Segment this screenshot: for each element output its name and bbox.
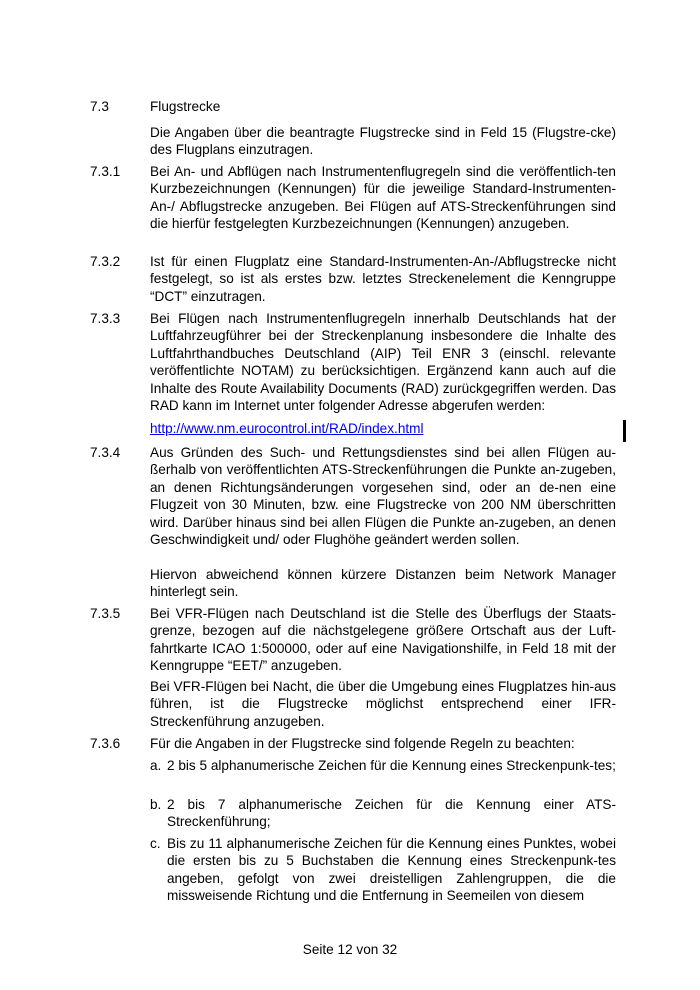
list-letter: a. (150, 758, 162, 773)
list-item-text: 2 bis 5 alphanumerische Zeichen für die Kennung eines Streckenpunk-tes; (167, 758, 616, 773)
change-bar (623, 420, 626, 442)
page-footer: Seite 12 von 32 (302, 942, 398, 957)
paragraph-7-3-1: Bei An- und Abflügen nach Instrumentenflugregeln sind die veröffentlich-ten Kurzbezeichnungen (Kennungen) für die jeweilige Standard-Instrumenten-An-/ Abflugstrecke anzugeben. Bei Flügen auf ATS-Streckenführungen sind die hierfür festgelegten Kurzbezeichnungen (Kennungen) anzugeben. (150, 164, 616, 232)
section-number-7-3: 7.3 (90, 99, 109, 114)
section-number-7-3-2: 7.3.2 (90, 254, 121, 269)
paragraph-7-3: Die Angaben über die beantragte Flugstrecke sind in Feld 15 (Flugstre-cke) des Flugplans einzutragen. (150, 125, 616, 158)
rad-link-paragraph (150, 420, 616, 437)
rad-link[interactable]: http://www.nm.eurocontrol.int/RAD/index.html (150, 421, 424, 436)
list-letter: b. (150, 797, 162, 812)
paragraph-7-3-4-b: Hiervon abweichend können kürzere Distanzen beim Network Manager hinterlegt sein. (150, 567, 616, 600)
paragraph-7-3-2: Ist für einen Flugplatz eine Standard-Instrumenten-An-/Abflugstrecke nicht festgelegt, so ist als erstes bzw. letztes Streckenelement die Kenngruppe “DCT” einzutragen. (150, 254, 616, 304)
paragraph-7-3-6: Für die Angaben in der Flugstrecke sind folgende Regeln zu beachten: (150, 736, 575, 751)
paragraph-7-3-5: Bei VFR-Flügen nach Deutschland ist die Stelle des Überflugs der Staats-grenze, bezogen auf die nächstgelegene größere Ortschaft aus der Luft-fahrtkarte ICAO 1:500000, oder auf eine Navigationshilfe, in Feld 18 mit der Kenngruppe “EET/” anzugeben. (150, 606, 616, 674)
section-title: Flugstrecke (150, 99, 221, 114)
paragraph-7-3-3: Bei Flügen nach Instrumentenflugregeln innerhalb Deutschlands hat der Luftfahrzeugführer bei der Streckenplanung insbesondere die Inhalte des Luftfahrthandbuches Deutschland (AIP) Teil ENR 3 (einschl. relevante veröffentlichte NOTAM) zu berücksichtigen. Ergänzend kann auch auf die Inhalte des Route Availability Documents (RAD) zurückgegriffen werden. Das RAD kann im Internet unter folgender Adresse abgerufen werden: (150, 311, 616, 414)
section-number-7-3-4: 7.3.4 (90, 445, 121, 460)
section-number-7-3-5: 7.3.5 (90, 606, 121, 621)
list-letter: c. (150, 836, 161, 851)
paragraph-7-3-4: Aus Gründen des Such- und Rettungsdienstes sind bei allen Flügen au-ßerhalb von veröffentlichten ATS-Streckenführungen die Punkte an-zugeben, an denen Richtungsänderungen vorgesehen sind, oder an de-nen eine Flugzeit von 30 Minuten, bzw. eine Flugstrecke von 200 NM überschritten wird. Darüber hinaus sind bei allen Flügen die Punkte an-zugeben, an denen Geschwindigkeit und/ oder Flughöhe geändert werden sollen. (150, 445, 616, 548)
section-number-7-3-1: 7.3.1 (90, 164, 121, 179)
section-number-7-3-6: 7.3.6 (90, 736, 121, 751)
paragraph-7-3-5-b: Bei VFR-Flügen bei Nacht, die über die Umgebung eines Flugplatzes hin-aus führen, ist die Flugstrecke möglichst entsprechend einer IFR-Streckenführung anzugeben. (150, 679, 616, 729)
list-item-text: 2 bis 7 alphanumerische Zeichen für die Kennung einer ATS-Streckenführung; (167, 797, 616, 830)
section-number-7-3-3: 7.3.3 (90, 311, 121, 326)
list-item-text: Bis zu 11 alphanumerische Zeichen für die Kennung eines Punktes, wobei die ersten bis zu 5 Buchstaben die Kennung eines Streckenpunk-tes angeben, gefolgt von zwei dreistelligen Zahlengruppen, die die missweisende Richtung und die Entfernung in Seemeilen von diesem (167, 836, 616, 904)
